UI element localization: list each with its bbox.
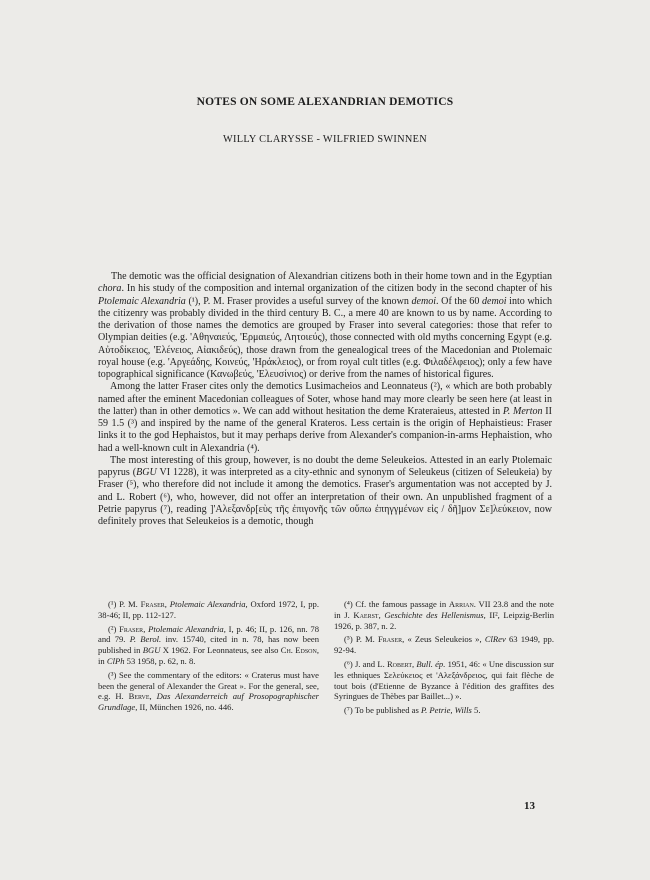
article-authors: WILLY CLARYSSE - WILFRIED SWINNEN xyxy=(223,134,427,145)
footnote-5: (⁵) P. M. Fraser, « Zeus Seleukeios », ClRev 63 1949, pp. 92-94. xyxy=(334,634,554,656)
footnote-4: (⁴) Cf. the famous passage in Arrian. VII 23.8 and the note in J. Kaerst, Geschichte des Hellenismus, II², Leipzig-Berlin 1926, p. 387, n. 2. xyxy=(334,599,555,631)
page-number: 13 xyxy=(524,800,535,812)
footnote-7: (⁷) To be published as P. Petrie, Wills 5. xyxy=(344,705,481,716)
footnote-3: (³) See the commentary of the editors: « Craterus must have been the general of Alexander the Great ». For the general, see, e.g. H. Berve, Das Alexanderreich auf Prosopographischer Grundlage, II, München 1926, no. 446. xyxy=(98,669,319,713)
footnote-1: (¹) P. M. Fraser, Ptolemaic Alexandria, Oxford 1972, I, pp. 38-46; II, pp. 112-127. xyxy=(98,599,319,620)
body-text xyxy=(98,271,552,528)
paragraph-2: Among the latter Fraser cites only the demotics Lusimacheios and Leonnateus (²), « which are both probably named after the eminent Macedonian colleagues of Soter, whose hand may more clearly be seen here (at least in the latter) than in other demotics ». We can add without hesitation the deme Krateraieus, attested in P. Merton II 59 1.5 (³) and inspired by the name of the general Krateros. Less certain is the origin of Hephaistieus: Fraser links it to the god Hephaistos, but it may perhaps derive from Alexander's companion-in-arms Hephaistion, who had a well-known cult in Alexandria (⁴). xyxy=(98,381,552,454)
footnotes-right-column xyxy=(334,599,554,719)
paragraph-3: The most interesting of this group, however, is no doubt the deme Seleukeios. Attested in an early Ptolemaic papyrus (BGU VI 1228), it was interpreted as a city-ethnic and synonym of Seleukeus (citizen of Seleukeia) by Fraser (⁵), who therefore did not include it among the demotics. Fraser's argumentation was not accepted by J. and L. Robert (⁶), who, however, did not offer an interpretation of their own. An unpublished fragment of a Petrie papyrus (⁷), reading ]'Αλεξανδρ[εὺς τῆς ἐπιγονῆς τῶν οὕπω ἐπηγγμένων εἰς / δῆ]μον Σε]λεύκειον, now definitely proves that Seleukeios is a demotic, though xyxy=(98,454,552,527)
footnotes-left-column xyxy=(98,599,319,716)
article-title: NOTES ON SOME ALEXANDRIAN DEMOTICS xyxy=(196,96,454,108)
footnote-6: (⁶) J. and L. Robert, Bull. ép. 1951, 46: « Une discussion sur les ethniques Σελεύκειος et 'Αλεξάνδρειος, qui fait flèche de tout bois (d'Etienne de Byzance à l'édition des graffites des Syringues de Thèbes par Baillet...) ». xyxy=(334,658,554,702)
footnote-2: (²) Fraser, Ptolemaic Alexandria, I, p. 46; II, p. 126, nn. 78 and 79. P. Berol. inv. 15740, cited in n. 78, has now been published in BGU X 1962. For Leonnateus, see also Ch. Edson, in ClPh 53 1958, p. 62, n. 8. xyxy=(98,623,320,666)
paragraph-1: The demotic was the official designation of Alexandrian citizens both in their home town and in the Egyptian chora. In his study of the composition and internal organization of the citizen body in the second chapter of his Ptolemaic Alexandria (¹), P. M. Fraser provides a useful survey of the known demoi. Of the 60 demoi into which the citizenry was probably divided in the third century B. C., a mere 40 are known to us by name. According to the derivation of those names the demotics are grouped by Fraser into several categories: those that refer to Olympian deities (e.g. 'Αθηναιεύς, 'Ερμαιεύς, Λητοιεύς), those connected with old myths concerning Egypt (e.g. Αὐτοδίκειος, 'Ελένειος, Αἰακιδεύς), those drawn from the genealogical trees of the Macedonian and Ptolemaic royal house (e.g. 'Αργεάδης, Κοινεύς, 'Ηράκλειος), or from royal cult titles (e.g. Φιλαδέλφειος); only a few have topographical significance (Κανωβεύς, 'Ελευσίνιος) or derive from the names of historical figures. xyxy=(98,271,552,380)
